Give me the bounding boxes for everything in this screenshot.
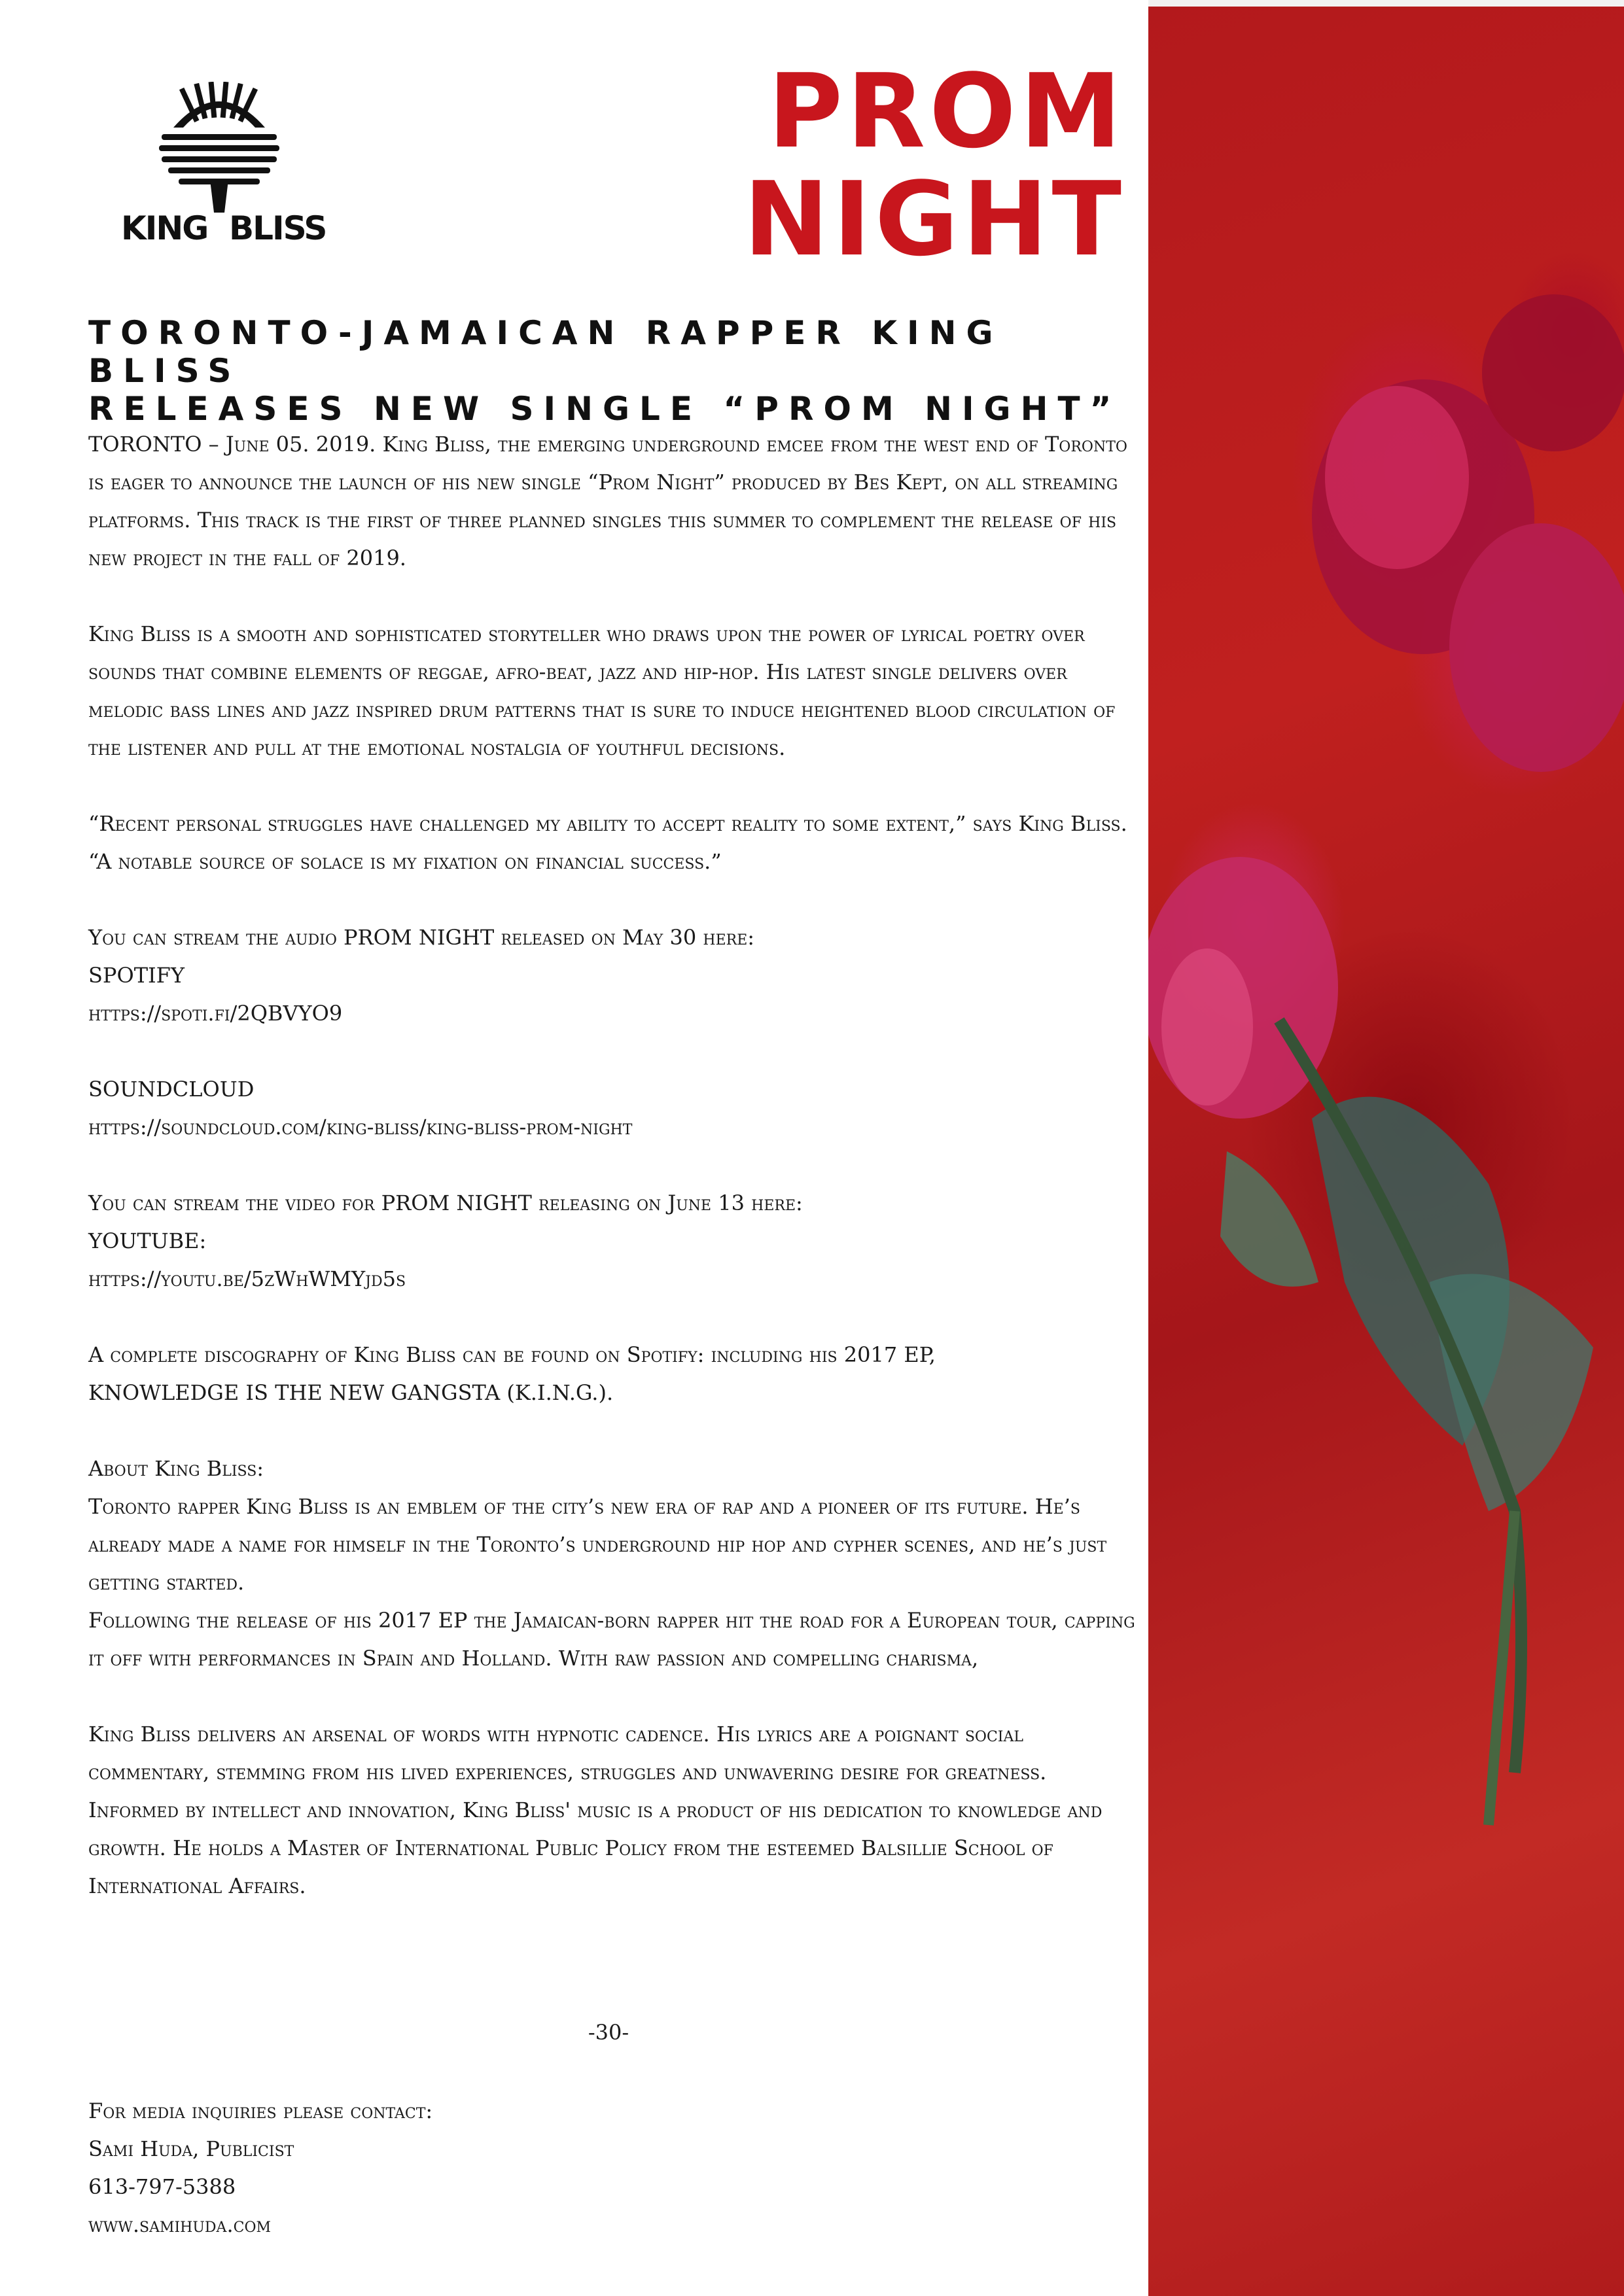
intro-paragraph: TORONTO – June 05. 2019. King Bliss, the emerging underground emcee from the west end of Toronto is eager to announce the launch of his new single “Prom Night” produced by Bes Kept, on all streaming platforms. This track is the first of three planned singles this summer to complement the release of his new project in the fall of 2019. <box>88 432 1127 570</box>
press-headline <box>88 314 1135 428</box>
about-paragraph-3: King Bliss delivers an arsenal of words with hypnotic cadence. His lyrics are a poignant social commentary, stemming from his lived experiences, struggles and unwavering desire for greatness. Informed by intellect and innovation, King Bliss' music is a product of his dedication to knowledge and growth. He holds a Master of International Public Policy from the esteemed Balsillie School of International Affairs. <box>88 1722 1103 1898</box>
spotify-label: SPOTIFY <box>88 963 185 988</box>
discography-paragraph <box>88 1336 1135 1412</box>
audio-section <box>88 918 1135 1032</box>
logo-wordmark <box>121 209 327 249</box>
soundcloud-section <box>88 1070 1135 1146</box>
end-marker: -30- <box>588 2020 629 2045</box>
audio-intro: You can stream the audio PROM NIGHT released on May 30 here: <box>88 925 755 950</box>
video-section <box>88 1184 1135 1298</box>
roses-illustration <box>1148 7 1624 2296</box>
headline-line-2: RELEASES NEW SINGLE “PROM NIGHT” <box>88 390 1121 428</box>
contact-intro: For media inquiries please contact: <box>88 2098 433 2123</box>
about-paragraph-2: Following the release of his 2017 EP the Jamaican-born rapper hit the road for a European tour, capping it off with performances in Spain and Holland. With raw passion and compelling charisma, <box>88 1608 1135 1671</box>
spotify-link[interactable]: https://spoti.fi/2QBVYO9 <box>88 1001 343 1026</box>
headline-line-1: TORONTO-JAMAICAN RAPPER KING BLISS <box>88 314 1003 390</box>
media-contact <box>88 2092 743 2244</box>
quote-paragraph: “Recent personal struggles have challenged my ability to accept reality to some extent,” says King Bliss. “A notable source of solace is my fixation on financial success.” <box>88 811 1127 874</box>
hero-title-line-1: PROM <box>768 52 1125 171</box>
roses-photo-panel <box>1148 7 1624 2296</box>
top-edge-line <box>1148 0 1624 7</box>
king-bliss-logo <box>121 82 327 247</box>
about-paragraph-1: Toronto rapper King Bliss is an emblem of the city’s new era of rap and a pioneer of its future. He’s already made a name for himself in the Toronto’s underground hip hop and cypher scenes, and he’s just getting started. <box>88 1494 1107 1595</box>
logo-text-king: KING <box>121 209 208 247</box>
youtube-link[interactable]: https://youtu.be/5zWhWMYjd5s <box>88 1266 406 1291</box>
contact-phone: 613-797-5388 <box>88 2174 236 2199</box>
youtube-label: YOUTUBE: <box>88 1228 207 1253</box>
press-release-body <box>88 425 1135 1943</box>
discography-line-1: A complete discography of King Bliss can be found on Spotify: including his 2017 EP, <box>88 1342 936 1367</box>
contact-website[interactable]: www.samihuda.com <box>88 2212 272 2237</box>
pharaoh-headdress-icon <box>121 82 317 213</box>
hero-title-line-2: NIGHT <box>743 160 1125 279</box>
logo-text-bliss: BLISS <box>229 209 327 247</box>
style-paragraph: King Bliss is a smooth and sophisticated storyteller who draws upon the power of lyrical poetry over sounds that combine elements of reggae, afro-beat, jazz and hip-hop. His latest single delivers over melodic bass lines and jazz inspired drum patterns that is sure to induce heightened blood circulation of the listener and pull at the emotional nostalgia of youthful decisions. <box>88 621 1116 760</box>
soundcloud-label: SOUNDCLOUD <box>88 1077 255 1102</box>
discography-line-2: KNOWLEDGE IS THE NEW GANGSTA (K.I.N.G.). <box>88 1380 614 1405</box>
soundcloud-link[interactable]: https://soundcloud.com/king-bliss/king-bliss-prom-night <box>88 1115 633 1139</box>
about-section <box>88 1450 1135 1677</box>
contact-name: Sami Huda, Publicist <box>88 2136 294 2161</box>
hero-title <box>743 52 1125 279</box>
about-heading: About King Bliss: <box>88 1456 264 1481</box>
video-intro: You can stream the video for PROM NIGHT releasing on June 13 here: <box>88 1191 803 1215</box>
